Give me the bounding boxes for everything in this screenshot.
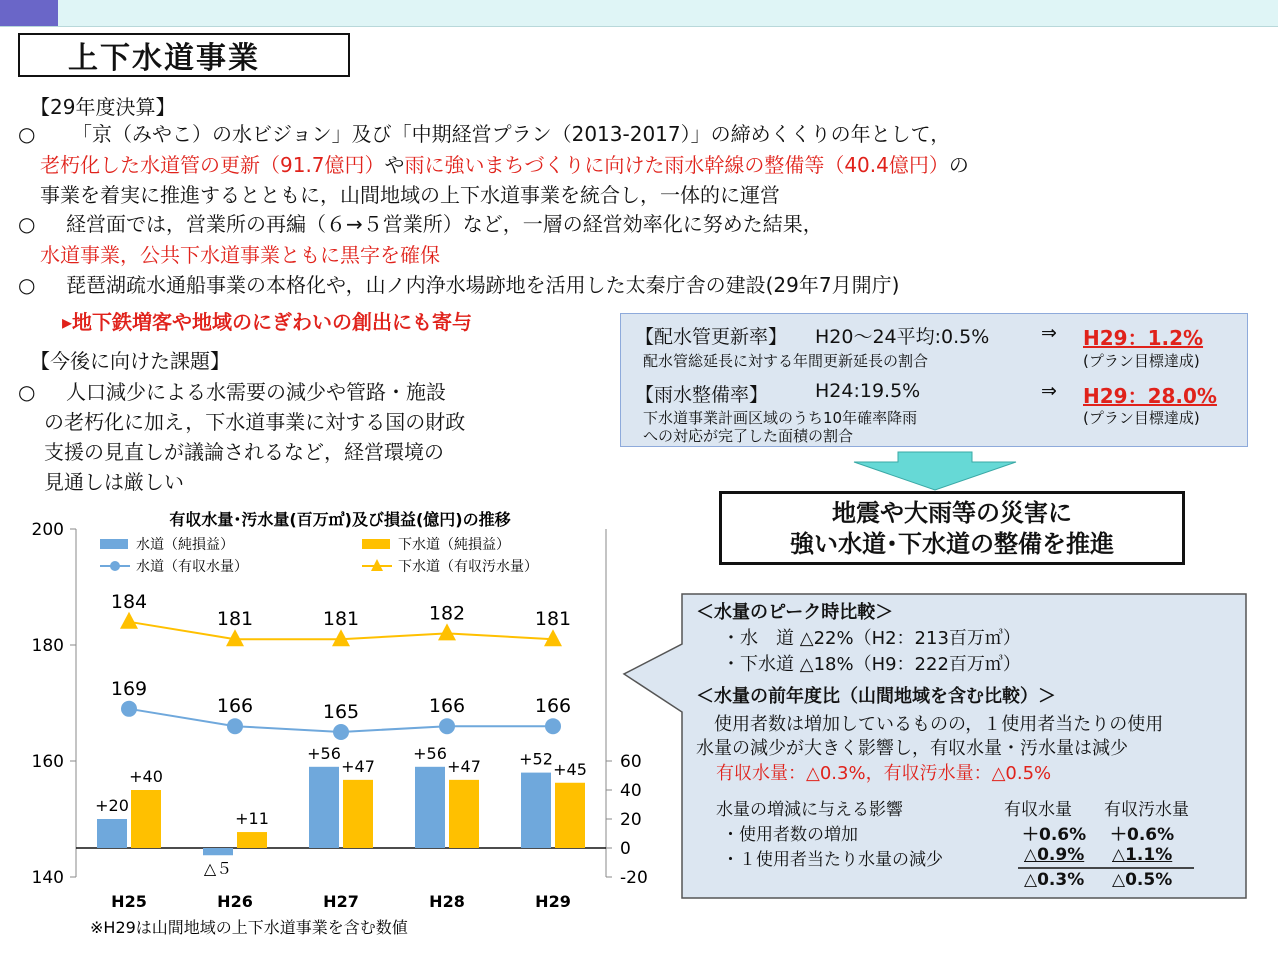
legend-entry: 下水道（純損益） [398,537,510,553]
bar-water [97,819,127,848]
point-sewer-volume [332,629,350,646]
impact-label: 水量の増減に与える影響 [716,800,903,820]
bar-sewer [343,780,373,848]
impact-row1-v1: ＋0.6% [1022,825,1087,845]
legend-marker [110,561,120,571]
left-axis-tick-label: 160 [31,752,64,772]
results-1-line1: 「京（みやこ）の水ビジョン」及び「中期経営プラン（2013-2017）」の締めくくりの年として， [72,122,951,146]
rain-arrow: ⇒ [1041,380,1057,402]
bullet-2: ○ [18,212,36,236]
line-data-label: 166 [428,695,466,718]
bar-water [203,848,233,855]
chart-note: ※H29は山間地域の上下水道事業を含む数値 [90,918,408,937]
kpi-box [620,313,1248,447]
yoy-line1: 使用者数は増加しているものの，１使用者当たりの使用 [714,714,1164,735]
pipe-rate-value: H20～24平均:0.5% [815,326,990,348]
bar-water [309,767,339,848]
point-water-volume [333,724,349,740]
point-sewer-volume [120,612,138,629]
peak-water: ・水 道 △22%（H2：213百万㎥） [722,628,1021,649]
results-3-line1: 琵琶湖疏水通船事業の本格化や，山ノ内浄水場跡地を活用した太秦庁舎の建設(29年7月開庁) [66,273,900,297]
point-water-volume [227,718,243,734]
issues-line2: の老朽化に加え，下水道事業に対する国の財政 [44,410,466,434]
bar-sewer [449,780,479,848]
left-axis-tick-label: 200 [31,520,64,540]
point-water-volume [545,718,561,734]
pipe-rate-desc: 配水管総延長に対する年間更新延長の割合 [643,352,929,370]
rain-target: H29：28.0% [1083,384,1217,408]
bar-data-label: +45 [553,759,587,779]
legend-entry: 水道（純損益） [136,537,234,553]
right-axis-tick-label: 40 [620,781,642,801]
impact-row2-v1: △0.9% [1024,845,1085,865]
point-sewer-volume [438,623,456,640]
chart-title: 有収水量･汚水量(百万㎥)及び損益(億円)の推移 [169,510,511,529]
line-data-label: 182 [428,602,466,625]
impact-row1-v2: ＋0.6% [1110,825,1175,845]
left-axis-tick-label: 140 [31,868,64,888]
line-data-label: 166 [534,695,572,718]
right-axis-tick-label: -20 [620,868,648,888]
line-data-label: 166 [216,695,254,718]
bar-data-label: +40 [129,767,163,786]
pipe-target: H29：1.2% [1083,326,1204,350]
results-1-line3: 事業を着実に推進するとともに，山間地域の上下水道事業を統合し，一体的に運営 [40,183,780,207]
x-axis-label: H27 [323,892,359,911]
impact-total-v1: △0.3% [1024,870,1085,890]
pipe-rate-label: 【配水管更新率】 [635,326,788,348]
bar-data-label: +56 [413,743,447,763]
right-axis-tick-label: 20 [620,810,642,830]
yoy-line2: 水量の減少が大きく影響し，有収水量・汚水量は減少 [696,738,1128,759]
rain-rate-label: 【雨水整備率】 [635,384,769,406]
left-axis-tick-label: 180 [31,636,64,656]
connector-text-end: の [948,153,969,177]
line-data-label: 181 [322,608,360,631]
rain-note: (プラン目標達成) [1083,409,1200,427]
results-1-line2 [40,153,969,177]
pipe-note: (プラン目標達成) [1083,352,1200,370]
legend-swatch [100,539,128,549]
results-2-line2: 水道事業，公共下水道事業ともに黒字を確保 [40,243,440,267]
top-bar [0,0,1278,27]
bar-data-label: +47 [341,756,375,776]
x-axis-label: H25 [111,892,147,911]
impact-row2-name: ・１使用者当たり水量の減少 [722,850,943,870]
issues-bullet: ○ [18,380,36,404]
right-axis-tick-label: 0 [620,839,631,859]
x-axis-label: H28 [429,892,465,911]
impact-row1-name: ・使用者数の増加 [722,825,858,845]
point-water-volume [121,701,137,717]
line-data-label: 181 [216,608,254,631]
rain-rate-value: H24:19.5% [815,380,921,402]
line-data-label: 184 [110,590,148,613]
disaster-line2: 強い水道･下水道の整備を推進 [790,530,1114,558]
line-data-label: 169 [110,677,148,700]
bar-water [521,773,551,848]
connector-text: や [384,153,405,177]
impact-total-v2: △0.5% [1112,870,1173,890]
bar-data-label: +11 [235,809,269,829]
bar-data-label: △５ [203,859,233,878]
legend-swatch [362,539,390,549]
chart [0,505,648,955]
issues-line1: 人口減少による水需要の減少や管路・施設 [66,380,446,404]
x-axis-label: H26 [217,892,253,911]
impact-row2-v2: △1.1% [1112,845,1173,865]
yoy-heading: ＜水量の前年度比（山間地域を含む比較）＞ [696,686,1056,707]
results-heading: 【29年度決算】 [30,95,176,119]
line-data-label: 181 [534,608,572,631]
issues-line4: 見通しは厳しい [44,470,184,494]
bar-sewer [237,832,267,848]
point-water-volume [439,718,455,734]
bar-water [415,767,445,848]
point-sewer-volume [544,629,562,646]
bullet-3: ○ [18,273,36,297]
impact-col2: 有収汚水量 [1104,800,1189,820]
bar-data-label: +20 [95,796,129,815]
disaster-resilience-box [719,491,1185,565]
results-2-line1: 経営面では，営業所の再編（６→５営業所）など，一層の経営効率化に努めた結果， [66,212,823,236]
results-3-highlight: ▸地下鉄増客や地域のにぎわいの創出にも寄与 [62,310,473,334]
right-axis-tick-label: 60 [620,752,642,772]
pipe-renewal-highlight: 老朽化した水道管の更新（91.7億円） [40,153,385,177]
line-data-label: 165 [322,701,360,723]
x-axis-label: H29 [535,892,571,911]
disaster-line1: 地震や大雨等の災害に [832,499,1072,527]
issues-heading: 【今後に向けた課題】 [30,349,230,373]
peak-sewer: ・下水道 △18%（H9：222百万㎥） [722,654,1021,675]
bar-sewer [555,783,585,848]
top-bar-accent [0,0,58,26]
down-arrow-icon [850,452,1020,492]
page-title: 上下水道事業 [18,33,350,77]
rain-trunk-highlight: 雨に強いまちづくりに向けた雨水幹線の整備等（40.4億円） [404,153,949,177]
impact-col1: 有収水量 [1004,800,1072,820]
bar-data-label: +56 [307,743,341,763]
rain-rate-desc2: への対応が完了した面積の割合 [643,427,854,445]
bar-data-label: +47 [447,756,481,776]
bullet-1: ○ [18,122,36,146]
legend-entry: 下水道（有収汚水量） [398,559,538,575]
bar-sewer [131,790,161,848]
issues-line3: 支援の見直しが議論されるなど，経営環境の [44,440,444,464]
yoy-red: 有収水量：△0.3%，有収汚水量：△0.5% [716,763,1052,784]
bar-data-label: +52 [519,749,553,769]
legend-entry: 水道（有収水量） [136,559,248,575]
peak-heading: ＜水量のピーク時比較＞ [696,602,894,623]
pipe-arrow: ⇒ [1041,322,1057,344]
rain-rate-desc1: 下水道事業計画区域のうち10年確率降雨 [643,409,918,427]
